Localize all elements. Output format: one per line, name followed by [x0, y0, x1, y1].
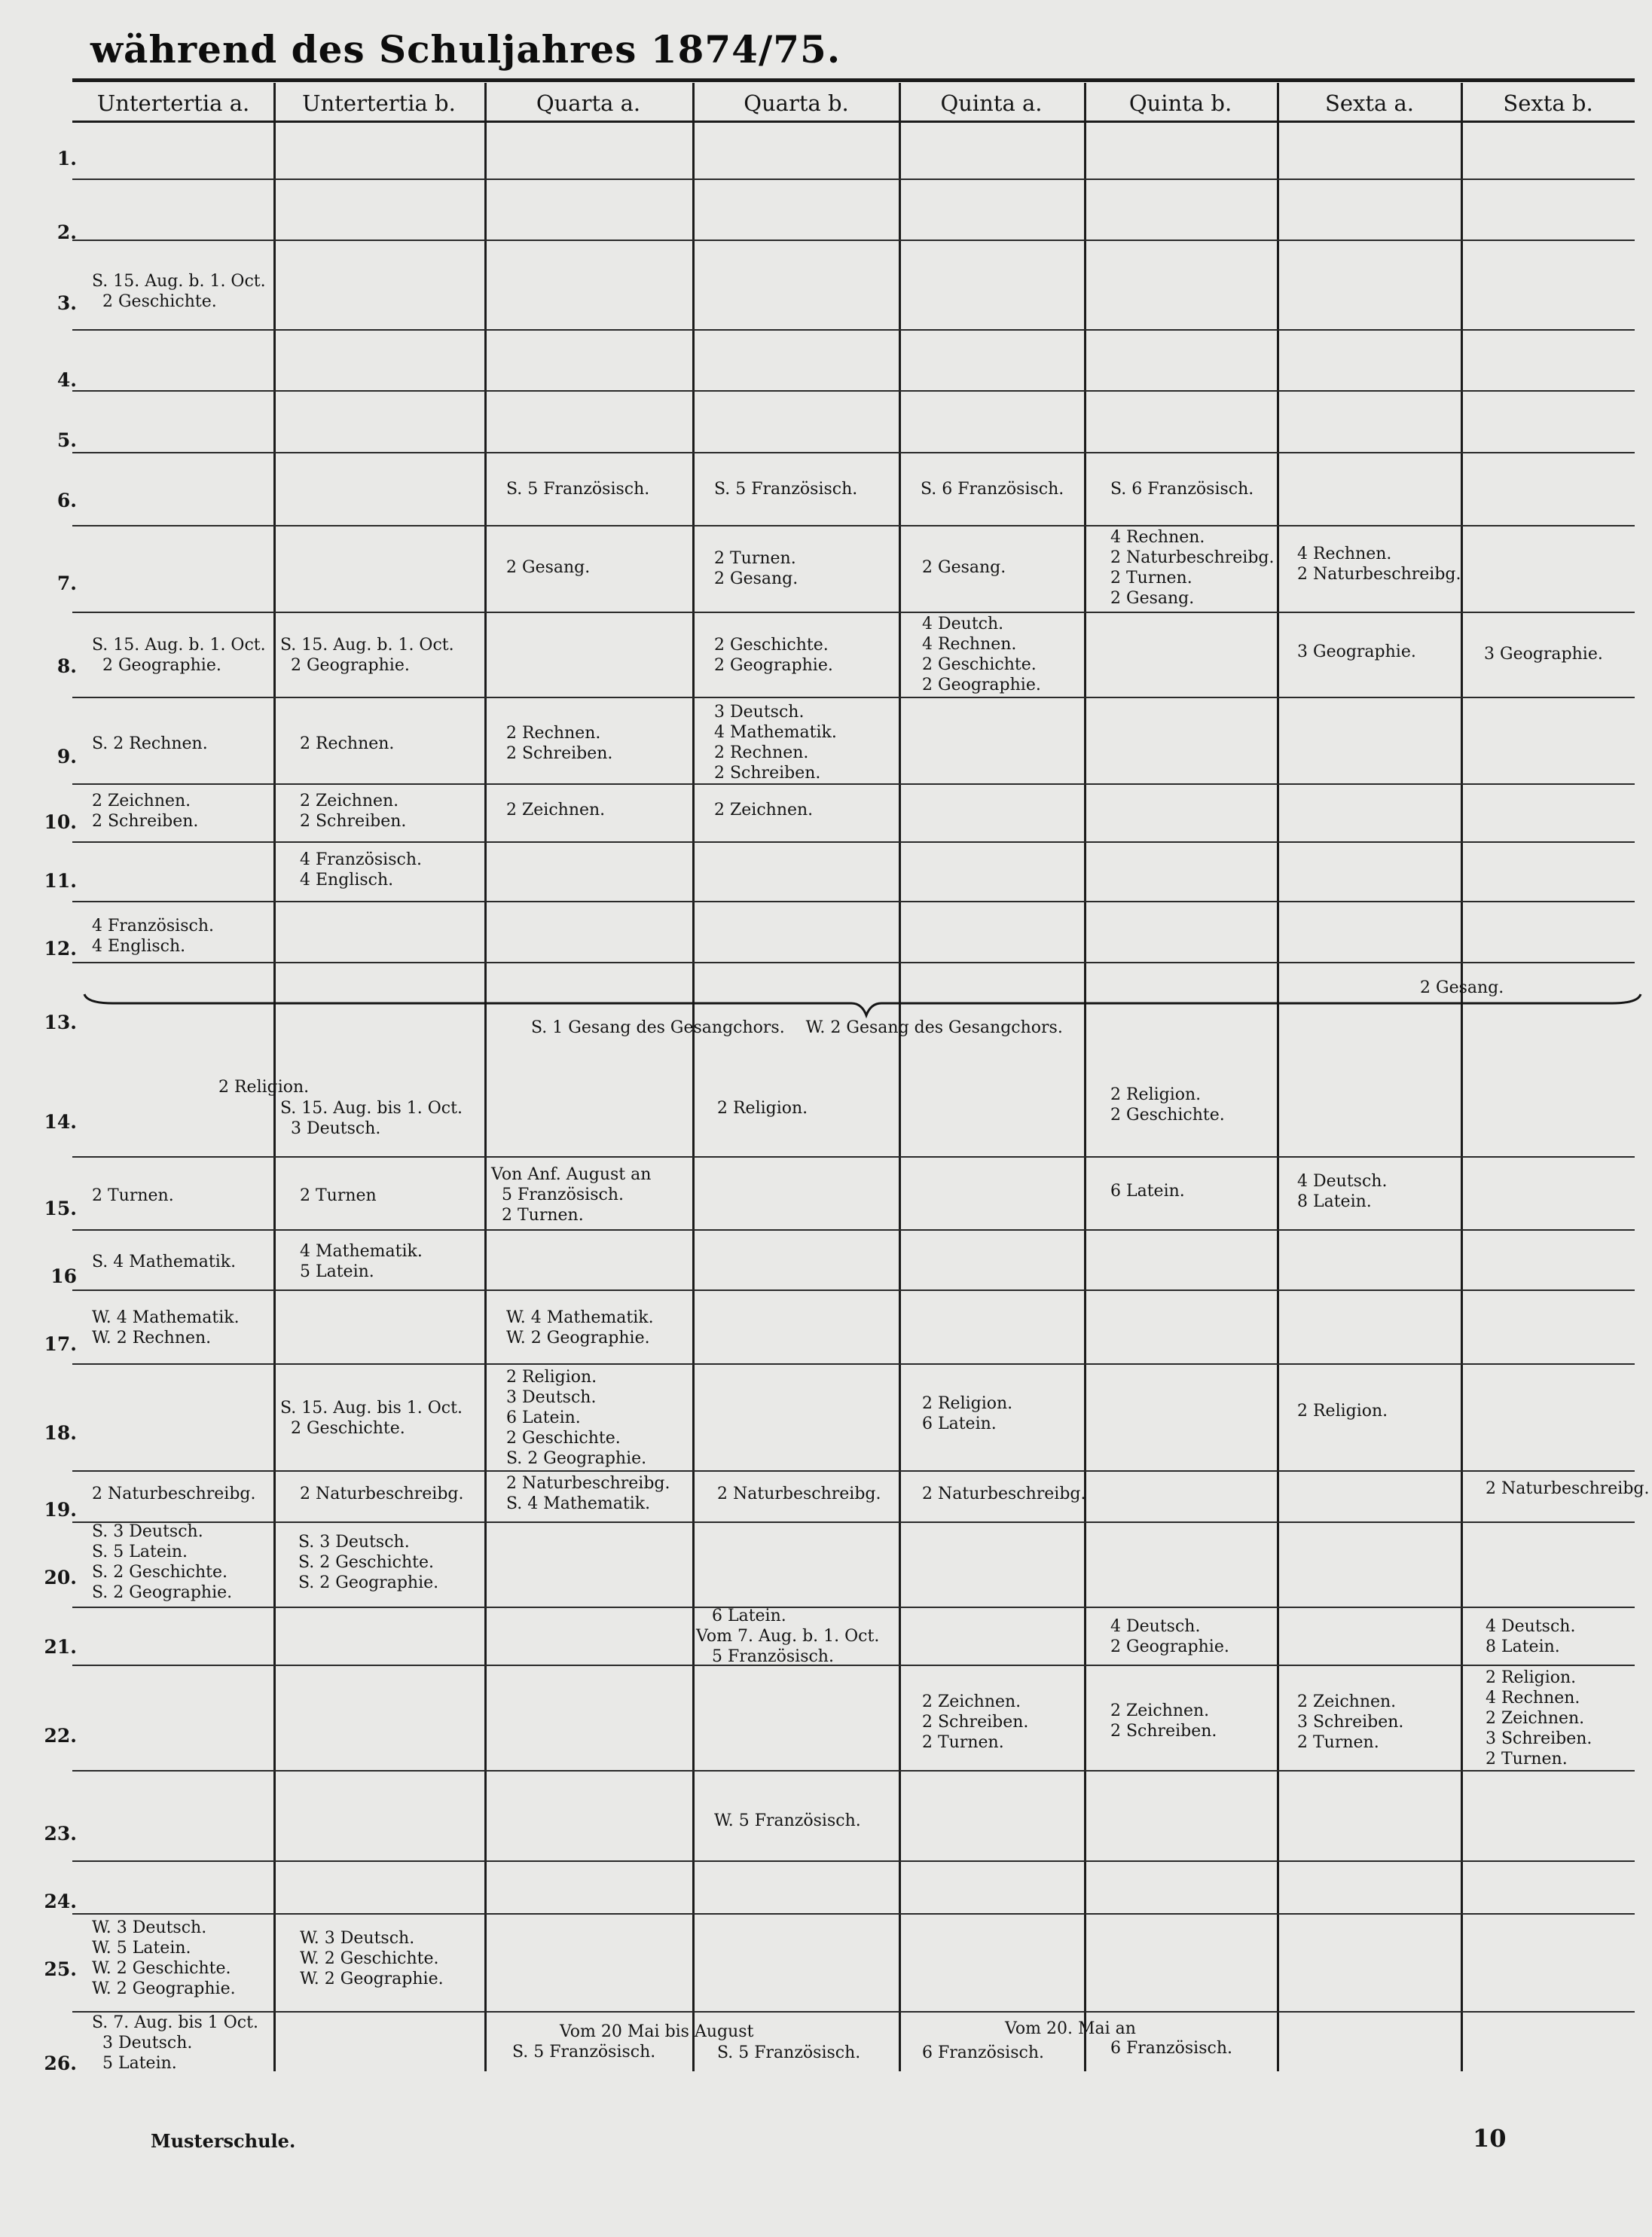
- row-number: 9.: [56, 746, 77, 768]
- schedule-entry: Von Anf. August an 5 Französisch. 2 Turnen.: [491, 1165, 652, 1225]
- row-number: 22.: [44, 1725, 77, 1747]
- schedule-entry: 2 Turnen. 2 Gesang.: [714, 549, 799, 588]
- header-rule: [72, 121, 1635, 123]
- row-separator: [72, 1363, 1635, 1365]
- column-divider: [692, 83, 695, 2071]
- schedule-entry: S. 5 Französisch.: [506, 480, 650, 499]
- schedule-entry: 4 Deutsch. 8 Latein.: [1297, 1172, 1388, 1211]
- row-number: 13.: [44, 1012, 77, 1033]
- schedule-entry: 2 Naturbeschreibg. S. 4 Mathematik.: [506, 1474, 670, 1513]
- schedule-entry: 2 Religion.: [218, 1078, 310, 1097]
- schedule-entry: 2 Zeichnen.: [506, 801, 606, 819]
- schedule-entry: 2 Zeichnen. 2 Schreiben.: [1110, 1701, 1217, 1741]
- row-number: 2.: [56, 221, 77, 243]
- schedule-entry: S. 15. Aug. bis 1. Oct. 3 Deutsch.: [280, 1099, 463, 1138]
- row-separator: [72, 1289, 1635, 1291]
- schedule-entry: S. 6 Französisch.: [921, 480, 1064, 499]
- schedule-entry: 2 Naturbeschreibg.: [922, 1485, 1086, 1503]
- row-separator: [72, 525, 1635, 526]
- schedule-entry: 2 Religion.: [717, 1099, 808, 1118]
- row-number: 1.: [56, 148, 77, 169]
- row-number: 12.: [44, 938, 77, 960]
- schedule-entry: W. 3 Deutsch. W. 2 Geschichte. W. 2 Geographie.: [300, 1929, 444, 1988]
- schedule-entry: S. 6 Französisch.: [1110, 480, 1254, 499]
- row-number: 5.: [56, 429, 77, 451]
- row-separator: [72, 783, 1635, 785]
- column-header-quinta-a: Quinta a.: [940, 90, 1043, 116]
- row-separator: [72, 240, 1635, 241]
- row-separator: [72, 1770, 1635, 1772]
- schedule-entry: 4 Französisch. 4 Englisch.: [92, 917, 214, 956]
- schedule-entry: S. 3 Deutsch. S. 5 Latein. S. 2 Geschichte. S. 2 Geographie.: [92, 1522, 233, 1602]
- schedule-entry: 2 Turnen: [300, 1186, 377, 1205]
- column-header-quarta-a: Quarta a.: [536, 90, 641, 116]
- schedule-entry: S. 15. Aug. bis 1. Oct. 2 Geschichte.: [280, 1399, 463, 1438]
- column-divider: [1461, 83, 1463, 2071]
- schedule-entry: 2 Rechnen.: [300, 734, 395, 753]
- schedule-entry: S. 5 Französisch.: [717, 2043, 861, 2062]
- schedule-entry: 4 Deutsch. 8 Latein.: [1486, 1617, 1576, 1656]
- schedule-entry: 2 Zeichnen. 3 Schreiben. 2 Turnen.: [1297, 1692, 1404, 1752]
- column-divider: [899, 83, 901, 2071]
- schedule-entry: 2 Zeichnen. 2 Schreiben.: [92, 792, 199, 831]
- column-header-sexta-a: Sexta a.: [1324, 90, 1415, 116]
- schedule-entry: 2 Naturbeschreibg.: [1486, 1479, 1650, 1498]
- row-number: 23.: [44, 1823, 77, 1845]
- column-header-quinta-b: Quinta b.: [1128, 90, 1232, 116]
- schedule-entry: 4 Mathematik. 5 Latein.: [300, 1242, 423, 1281]
- schedule-entry: S. 15. Aug. b. 1. Oct. 2 Geographie.: [280, 636, 454, 675]
- row-number: 14.: [44, 1111, 77, 1133]
- schedule-entry: 2 Religion. 3 Deutsch. 6 Latein. 2 Geschichte. S. 2 Geographie.: [506, 1368, 647, 1468]
- schedule-entry: S. 4 Mathematik.: [92, 1253, 237, 1271]
- row-separator: [72, 612, 1635, 613]
- row-number: 24.: [44, 1891, 77, 1912]
- schedule-entry: 3 Geographie.: [1297, 642, 1416, 661]
- schedule-entry: S. 7. Aug. bis 1 Oct. 3 Deutsch. 5 Latein.: [92, 2013, 258, 2073]
- column-header-untertertia-a: Untertertia a.: [96, 90, 250, 116]
- row-separator: [72, 1860, 1635, 1862]
- row-number: 11.: [44, 870, 77, 892]
- row-separator: [72, 1229, 1635, 1231]
- schedule-entry: 6 Latein. Vom 7. Aug. b. 1. Oct. 5 Französisch.: [696, 1607, 880, 1666]
- schedule-entry: S. 2 Rechnen.: [92, 734, 208, 753]
- row-number: 6.: [56, 490, 77, 511]
- column-header-sexta-b: Sexta b.: [1503, 90, 1593, 116]
- schedule-entry: 2 Zeichnen.: [714, 801, 814, 819]
- schedule-entry: 4 Französisch. 4 Englisch.: [300, 850, 422, 890]
- schedule-entry: 2 Gesang.: [506, 558, 591, 577]
- schedule-entry: 2 Gesang.: [922, 558, 1006, 577]
- row-separator: [72, 179, 1635, 180]
- schedule-entry: 6 Französisch.: [922, 2043, 1044, 2062]
- schedule-entry: 2 Geschichte. 2 Geographie.: [714, 636, 833, 675]
- row-number: 16: [50, 1265, 77, 1287]
- schedule-entry: 3 Geographie.: [1484, 645, 1603, 664]
- schedule-entry: 2 Religion. 2 Geschichte.: [1110, 1085, 1225, 1125]
- row-number: 18.: [44, 1422, 77, 1444]
- row-number: 3.: [56, 292, 77, 314]
- row-number: 20.: [44, 1567, 77, 1588]
- schedule-entry: S. 15. Aug. b. 1. Oct. 2 Geographie.: [92, 636, 266, 675]
- schedule-entry: S. 5 Französisch.: [714, 480, 858, 499]
- column-divider: [484, 83, 487, 2071]
- row-number: 25.: [44, 1958, 77, 1980]
- schedule-entry: W. 4 Mathematik. W. 2 Rechnen.: [92, 1308, 240, 1347]
- row-number: 4.: [56, 369, 77, 391]
- row-separator: [72, 1470, 1635, 1472]
- page-number: 10: [1473, 2124, 1507, 2153]
- row-number: 15.: [44, 1198, 77, 1219]
- row-number: 8.: [56, 655, 77, 677]
- footer-school-name: Musterschule.: [151, 2130, 296, 2152]
- schedule-entry: S. 3 Deutsch. S. 2 Geschichte. S. 2 Geographie.: [298, 1533, 439, 1592]
- row-separator: [72, 452, 1635, 453]
- schedule-entry: W. 3 Deutsch. W. 5 Latein. W. 2 Geschichte. W. 2 Geographie.: [92, 1918, 236, 1998]
- column-header-untertertia-b: Untertertia b.: [302, 90, 456, 116]
- row-separator: [72, 962, 1635, 963]
- schedule-entry: 2 Naturbeschreibg.: [717, 1485, 881, 1503]
- row-separator: [72, 390, 1635, 392]
- row-number: 17.: [44, 1333, 77, 1355]
- row-separator: [72, 841, 1635, 843]
- schedule-entry: Vom 20. Mai an: [1005, 2019, 1136, 2038]
- schedule-entry: 2 Religion. 6 Latein.: [922, 1394, 1013, 1433]
- row-separator: [72, 1913, 1635, 1915]
- page-title: während des Schuljahres 1874/75.: [90, 27, 841, 72]
- row-separator: [72, 697, 1635, 698]
- schedule-entry: 2 Zeichnen. 2 Schreiben.: [300, 792, 407, 831]
- row-number: 26.: [44, 2052, 77, 2074]
- schedule-entry: W. 4 Mathematik. W. 2 Geographie.: [506, 1308, 654, 1347]
- column-header-quarta-b: Quarta b.: [744, 90, 849, 116]
- column-divider: [1277, 83, 1279, 2071]
- row-separator: [72, 2011, 1635, 2013]
- schedule-entry: 6 Latein.: [1110, 1182, 1185, 1201]
- schedule-entry: 2 Naturbeschreibg.: [92, 1485, 256, 1503]
- schedule-entry: 6 Französisch.: [1110, 2039, 1232, 2058]
- schedule-entry: Vom 20 Mai bis August S. 5 Französisch.: [512, 2022, 754, 2062]
- column-divider: [1084, 83, 1086, 2071]
- schedule-entry: 3 Deutsch. 4 Mathematik. 2 Rechnen. 2 Schreiben.: [714, 703, 837, 783]
- schedule-entry: 2 Turnen.: [92, 1186, 174, 1205]
- schedule-entry: 2 Rechnen. 2 Schreiben.: [506, 724, 613, 763]
- schedule-entry: 2 Gesang.: [1420, 978, 1504, 997]
- schedule-entry: 2 Zeichnen. 2 Schreiben. 2 Turnen.: [922, 1692, 1029, 1752]
- schedule-entry: 2 Naturbeschreibg.: [300, 1485, 464, 1503]
- schedule-entry: 4 Deutch. 4 Rechnen. 2 Geschichte. 2 Geographie.: [922, 615, 1041, 694]
- top-rule: [72, 78, 1635, 82]
- row-separator: [72, 1156, 1635, 1158]
- row-number: 10.: [44, 811, 77, 833]
- schedule-entry: W. 5 Französisch.: [714, 1811, 861, 1830]
- choir-band-entry: S. 1 Gesang des Gesangchors. W. 2 Gesang des Gesangchors.: [531, 1018, 1063, 1037]
- row-separator: [72, 1521, 1635, 1523]
- row-separator: [72, 329, 1635, 331]
- row-separator: [72, 901, 1635, 902]
- row-number: 21.: [44, 1636, 77, 1658]
- schedule-entry: 4 Rechnen. 2 Naturbeschreibg.: [1297, 545, 1461, 584]
- schedule-entry: 4 Rechnen. 2 Naturbeschreibg. 2 Turnen. 2 Gesang.: [1110, 528, 1275, 608]
- row-number: 19.: [44, 1499, 77, 1521]
- schedule-entry: 2 Religion.: [1297, 1402, 1388, 1421]
- schedule-entry: 2 Religion. 4 Rechnen. 2 Zeichnen. 3 Schreiben. 2 Turnen.: [1486, 1668, 1592, 1769]
- schedule-entry: 4 Deutsch. 2 Geographie.: [1110, 1617, 1229, 1656]
- schedule-entry: S. 15. Aug. b. 1. Oct. 2 Geschichte.: [92, 272, 266, 311]
- row-number: 7.: [56, 572, 77, 594]
